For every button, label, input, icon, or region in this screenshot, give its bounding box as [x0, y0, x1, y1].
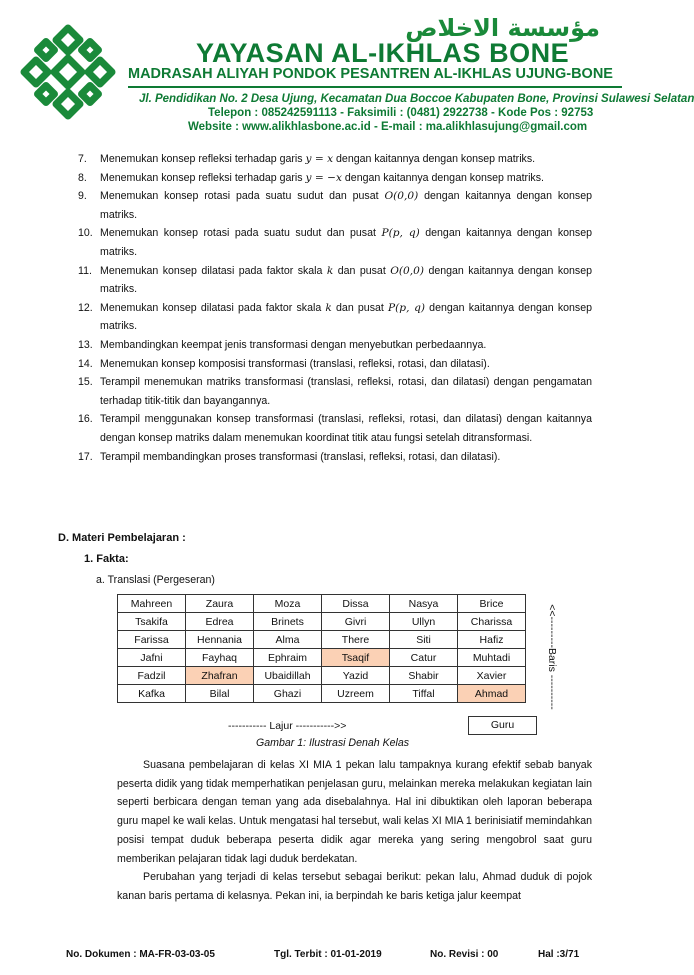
objective-number: 12. — [78, 301, 93, 314]
seat-cell: Charissa — [458, 613, 526, 631]
seat-cell: Zhafran — [186, 667, 254, 685]
seat-cell: Ghazi — [254, 685, 322, 703]
lajur-label: ----------- Lajur ----------->> — [228, 720, 347, 732]
seat-cell: Xavier — [458, 667, 526, 685]
objective-number: 7. — [78, 153, 87, 165]
objective-item — [72, 448, 592, 467]
objective-item — [72, 150, 592, 169]
objective-number: 9. — [78, 190, 87, 203]
seat-cell: Dissa — [322, 595, 390, 613]
seat-cell: Bilal — [186, 685, 254, 703]
math-expression: y = x — [305, 153, 334, 165]
objective-number: 8. — [78, 171, 87, 184]
footer-doc-number: No. Dokumen : MA-FR-03-03-05 — [66, 949, 215, 960]
seat-row — [118, 667, 526, 685]
objective-text: dengan kaitannya dengan konsep matriks. — [100, 264, 593, 296]
seat-row — [118, 631, 526, 649]
seat-cell: Jafni — [118, 649, 186, 667]
seat-cell: Ahmad — [458, 685, 526, 703]
objective-text: dan pusat — [331, 301, 389, 314]
seat-cell: Givri — [322, 613, 390, 631]
objective-text: Membandingkan keempat jenis transformasi dengan menyebutkan perbedaannya. — [100, 338, 487, 351]
footer-page-number: Hal :3/71 — [538, 949, 580, 960]
objective-number: 10. — [78, 227, 93, 240]
school-phone: Telepon : 085242591113 - Faksimili : (0481) 2922738 - Kode Pos : 92753 — [208, 107, 594, 119]
header-divider — [128, 86, 622, 88]
objective-text: Menemukan konsep rotasi pada suatu sudut dan pusat — [100, 227, 382, 240]
seat-row — [118, 685, 526, 703]
sub-subsection-heading: a. Translasi (Pergeseran) — [96, 574, 215, 586]
objective-item — [72, 169, 592, 188]
objective-item — [72, 262, 592, 299]
objective-item — [72, 373, 592, 410]
objective-text: dengan kaitannya dengan konsep matriks. — [333, 153, 536, 165]
seat-cell: Fayhaq — [186, 649, 254, 667]
objectives-list — [72, 150, 592, 466]
seat-cell: Alma — [254, 631, 322, 649]
math-expression: y = −x — [305, 171, 342, 184]
school-logo-icon — [18, 22, 118, 122]
objective-number: 17. — [78, 450, 93, 463]
objective-text: dengan kaitannya dengan konsep matriks. — [100, 301, 592, 333]
seat-cell: Siti — [390, 631, 458, 649]
body-text — [117, 756, 592, 906]
school-address: Jl. Pendidikan No. 2 Desa Ujung, Kecamatan Dua Boccoe Kabupaten Bone, Provinsi Sulawesi Selatan — [139, 93, 694, 105]
objective-number: 11. — [78, 264, 92, 277]
letterhead — [0, 0, 694, 145]
school-name: MADRASAH ALIYAH PONDOK PESANTREN AL-IKHLAS UJUNG-BONE — [128, 66, 613, 82]
foundation-title: YAYASAN AL-IKHLAS BONE — [196, 38, 570, 68]
seat-cell: Moza — [254, 595, 322, 613]
body-paragraph: Perubahan yang terjadi di kelas tersebut sebagai berikut: pekan lalu, Ahmad duduk di pojok kanan baris pertama di kelasnya. Pekan ini, ia berpindah ke baris ketiga jalur keempat — [117, 871, 592, 902]
objective-number: 15. — [78, 376, 93, 389]
seat-cell: Edrea — [186, 613, 254, 631]
footer-publish-date: Tgl. Terbit : 01-01-2019 — [274, 949, 382, 960]
baris-label: <<---------Baris ---------- — [546, 604, 558, 710]
seat-cell: Zaura — [186, 595, 254, 613]
math-expression: k — [325, 301, 332, 314]
objective-text: Menemukan konsep refleksi terhadap garis — [100, 171, 306, 184]
seat-cell: Shabir — [390, 667, 458, 685]
objective-item — [72, 336, 592, 355]
seat-cell: Uzreem — [322, 685, 390, 703]
arabic-name: مؤسسة الاخلاص — [405, 14, 600, 42]
objective-text: Menemukan konsep rotasi pada suatu sudut dan pusat — [100, 190, 385, 203]
objective-number: 16. — [78, 413, 93, 426]
objective-item — [72, 355, 592, 374]
seat-row — [118, 595, 526, 613]
objective-text: dengan kaitannya dengan konsep matriks. — [341, 171, 544, 184]
footer-revision: No. Revisi : 00 — [430, 949, 499, 960]
math-expression: k — [326, 264, 334, 277]
objective-number: 13. — [78, 338, 93, 351]
objective-number: 14. — [78, 357, 93, 370]
school-website: Website : www.alikhlasbone.ac.id - E-mail : ma.alikhlasujung@gmail.com — [188, 121, 588, 133]
objective-text: Menemukan konsep dilatasi pada faktor skala — [100, 301, 326, 314]
objective-item — [72, 299, 592, 336]
objective-text: Terampil menemukan matriks transformasi (translasi, refleksi, rotasi, dan dilatasi) dengan pengamatan terhadap titik-titik dan bayangannya. — [100, 376, 592, 407]
seat-cell: Mahreen — [118, 595, 186, 613]
math-expression: P(p, q) — [381, 227, 420, 240]
seat-cell: Ullyn — [390, 613, 458, 631]
objective-text: Menemukan konsep komposisi transformasi (translasi, refleksi, rotasi, dan dilatasi). — [100, 357, 490, 370]
seat-cell: Nasya — [390, 595, 458, 613]
seat-cell: Kafka — [118, 685, 186, 703]
seat-cell: Hafiz — [458, 631, 526, 649]
objective-text: dengan kaitannya dengan konsep matriks. — [100, 227, 592, 258]
objective-text: Menemukan konsep dilatasi pada faktor skala — [100, 264, 327, 277]
seating-table — [117, 594, 526, 703]
seat-cell: Hennania — [186, 631, 254, 649]
seat-cell: Farissa — [118, 631, 186, 649]
seat-cell: Tsaqif — [322, 649, 390, 667]
seat-row — [118, 649, 526, 667]
guru-box: Guru — [468, 716, 537, 735]
math-expression: P(p, q) — [388, 301, 425, 314]
math-expression: O(0,0) — [384, 190, 419, 203]
seat-cell: Tiffal — [390, 685, 458, 703]
objective-item — [72, 224, 592, 261]
section-heading: D. Materi Pembelajaran : — [58, 532, 186, 544]
objective-text: Menemukan konsep refleksi terhadap garis — [100, 153, 306, 165]
objective-text: dengan kaitannya dengan konsep matriks. — [100, 190, 592, 221]
objective-text: Terampil membandingkan proses transformasi (translasi, refleksi, rotasi, dan dilatasi). — [100, 450, 501, 463]
seat-cell: Ephraim — [254, 649, 322, 667]
seat-cell: Catur — [390, 649, 458, 667]
seat-cell: Brinets — [254, 613, 322, 631]
seat-cell: Yazid — [322, 667, 390, 685]
objective-text: dan pusat — [333, 264, 391, 277]
seat-cell: Ubaidillah — [254, 667, 322, 685]
objective-text: Terampil menggunakan konsep transformasi (translasi, refleksi, rotasi, dan dilatasi) dengan kaitannya dengan konsep matriks dalam menemukan koordinat titik atau fungsi setelah ditransformasi. — [100, 413, 592, 444]
seat-cell: Brice — [458, 595, 526, 613]
seat-cell: Fadzil — [118, 667, 186, 685]
math-expression: O(0,0) — [390, 264, 425, 277]
objective-item — [72, 187, 592, 224]
seat-row — [118, 613, 526, 631]
subsection-heading: 1. Fakta: — [84, 553, 129, 565]
seat-cell: Muhtadi — [458, 649, 526, 667]
objective-item — [72, 410, 592, 447]
seat-cell: There — [322, 631, 390, 649]
body-paragraph: Suasana pembelajaran di kelas XI MIA 1 pekan lalu tampaknya kurang efektif sebab banyak peserta didik yang tidak memperhatikan penjelasan guru, melainkan mereka melakukan kegiatan lain seperti berbicara dengan teman yang ada disebalahnya. Hal ini dibuktikan oleh laporan beberapa guru mapel ke wali kelas. Untuk mengatasi hal tersebut, wali kelas XI MIA 1 berinisiatif memindahkan posisi tempat duduk beberapa peserta didik agar mereka yang sering mengobrol saat guru memberikan pelajaran tidak lagi duduk berdekatan. — [117, 759, 592, 865]
seat-cell: Tsakifa — [118, 613, 186, 631]
figure-caption: Gambar 1: Ilustrasi Denah Kelas — [256, 737, 410, 749]
